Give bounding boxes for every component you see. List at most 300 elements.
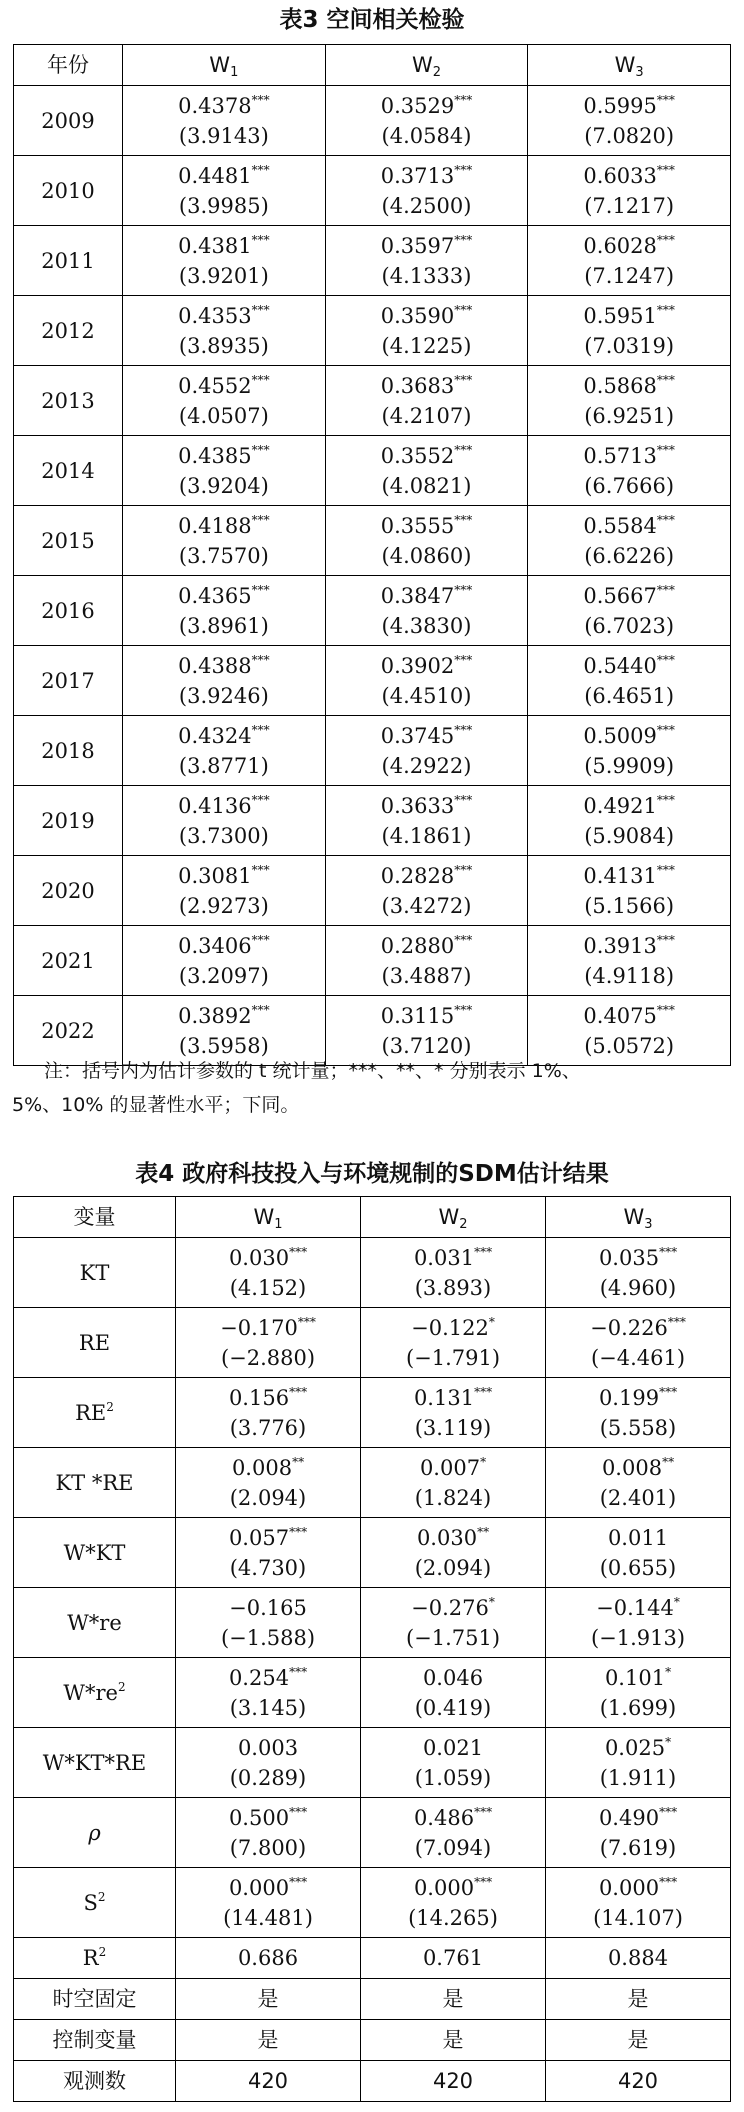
table4-value-cell [361,1518,546,1588]
significance-stars: *** [454,162,473,177]
table4-row [14,1938,731,1979]
coefficient: 0.5667 [583,583,657,608]
t-statistic: (14.481) [223,1905,313,1930]
t-statistic: (5.9909) [584,753,675,778]
table3-value-cell [528,366,731,436]
table3-header-w1 [123,45,326,86]
significance-stars: *** [251,582,270,597]
coefficient: 0.4378 [178,93,252,118]
coefficient: 0.3745 [380,723,455,748]
table3-row [14,296,731,366]
significance-stars: ** [292,1454,305,1469]
coefficient: 0.3406 [178,933,252,958]
coefficient-line [176,1243,360,1273]
table3-value-cell [123,296,326,366]
table4-row [14,1448,731,1518]
coefficient: 0.6028 [583,233,657,258]
table4-row [14,1658,731,1728]
coefficient-line [123,651,325,681]
t-statistic: (3.9143) [178,123,269,148]
significance-stars: *** [656,932,675,947]
table4-value-cell [546,1728,731,1798]
coefficient-line [123,931,325,961]
coefficient: 0.003 [237,1735,299,1760]
t-statistic: (4.1861) [381,823,472,848]
coefficient: 0.008 [601,1455,663,1480]
significance-stars: *** [656,582,675,597]
coefficient: 0.3913 [583,933,657,958]
coefficient-line [546,1663,730,1693]
table3-value-cell [325,576,528,646]
variable-name: KT *RE [55,1470,134,1495]
table3-value-cell [325,856,528,926]
table3-row [14,226,731,296]
significance-stars: *** [251,302,270,317]
coefficient: 0.4188 [178,513,252,538]
coefficient: 0.3555 [380,513,455,538]
coefficient-line [326,441,528,471]
coefficient: 0.021 [422,1735,484,1760]
coefficient: −0.165 [229,1595,307,1620]
coefficient-line [546,1243,730,1273]
significance-stars: *** [454,792,473,807]
significance-stars: *** [251,722,270,737]
table4-header-w3 [546,1197,731,1238]
w-subscript: 3 [635,65,644,80]
t-statistic: (3.7120) [381,1033,472,1058]
t-statistic: (3.119) [414,1415,492,1440]
t-statistic: (−1.751) [405,1625,501,1650]
significance-stars: *** [251,512,270,527]
coefficient-line [123,91,325,121]
significance-stars: *** [659,1804,678,1819]
year-cell: 2019 [14,786,123,856]
t-statistic: (3.9985) [178,193,269,218]
significance-stars: * [488,1594,495,1609]
coefficient: 0.4381 [178,233,252,258]
coefficient: 0.030 [228,1245,290,1270]
coefficient: 0.101 [604,1665,666,1690]
table3-value-cell [528,506,731,576]
coefficient-line [546,1593,730,1623]
t-statistic: (7.0820) [584,123,675,148]
table4-value-cell [361,1658,546,1728]
significance-stars: *** [289,1524,308,1539]
significance-stars: *** [454,652,473,667]
table3-value-cell [325,646,528,716]
table3-value-cell [528,786,731,856]
coefficient-line [528,371,730,401]
coefficient: 0.131 [413,1385,475,1410]
table4-header-variable: 变量 [14,1197,176,1238]
coefficient: 0.3683 [380,373,455,398]
variable-cell [14,1588,176,1658]
t-statistic: (−4.461) [590,1345,686,1370]
table4-value-cell [546,1238,731,1308]
table4-value-cell [361,1308,546,1378]
significance-stars: *** [454,1002,473,1017]
coefficient: −0.226 [590,1315,668,1340]
significance-stars: *** [474,1804,493,1819]
table3-value-cell [528,226,731,296]
w-subscript: 3 [644,1217,653,1232]
t-statistic: (6.9251) [584,403,675,428]
significance-stars: *** [251,932,270,947]
year-cell: 2017 [14,646,123,716]
significance-stars: *** [251,442,270,457]
table4-body [14,1238,731,2102]
coefficient-line [326,231,528,261]
coefficient: 0.008 [231,1455,293,1480]
t-statistic: (14.265) [408,1905,498,1930]
w-letter: W [253,1205,275,1229]
table4-row [14,1798,731,1868]
coefficient: 0.2828 [380,863,455,888]
t-statistic: (7.0319) [584,333,675,358]
t-statistic: (4.2107) [381,403,472,428]
t-statistic: (4.2500) [381,193,472,218]
t-statistic: (3.9201) [178,263,269,288]
coefficient: 0.5713 [583,443,657,468]
table4-row [14,2061,731,2102]
coefficient: 0.3529 [380,93,455,118]
t-statistic: (7.1247) [584,263,675,288]
table3-row [14,646,731,716]
t-statistic: (3.8961) [178,613,269,638]
table4-value-cell: 420 [176,2061,361,2102]
coefficient: 0.5995 [583,93,657,118]
table4-value-cell [176,1378,361,1448]
coefficient-line [361,1663,545,1693]
coefficient-line [546,1733,730,1763]
table4-row [14,1378,731,1448]
variable-cell [14,1658,176,1728]
table3-value-cell [123,436,326,506]
significance-stars: * [665,1664,672,1679]
table4-value-cell [546,1308,731,1378]
table4-header-w2 [361,1197,546,1238]
variable-cell [14,1798,176,1868]
t-statistic: (4.960) [599,1275,677,1300]
coefficient-line [326,931,528,961]
significance-stars: *** [251,232,270,247]
variable-cell [14,1979,176,2020]
significance-stars: *** [454,92,473,107]
table4-value-cell [176,1448,361,1518]
significance-stars: *** [454,302,473,317]
coefficient: 0.500 [228,1805,290,1830]
table4-value-cell [361,1728,546,1798]
year-cell: 2013 [14,366,123,436]
w-subscript: 2 [432,65,441,80]
t-statistic: (4.4510) [381,683,472,708]
coefficient: −0.122 [411,1315,489,1340]
significance-stars: *** [251,652,270,667]
coefficient: 0.3081 [178,863,252,888]
significance-stars: *** [289,1664,308,1679]
table4-value-cell [176,1798,361,1868]
variable-name: 时空固定 [52,1987,137,2011]
table4-header-w1 [176,1197,361,1238]
variable-name: 控制变量 [52,2028,137,2052]
year-cell: 2016 [14,576,123,646]
coefficient: 0.3902 [380,653,455,678]
significance-stars: *** [454,862,473,877]
w-letter: W [438,1205,460,1229]
coefficient-line [361,1383,545,1413]
t-statistic: (4.1333) [381,263,472,288]
t-statistic: (4.0507) [178,403,269,428]
variable-name: S [83,1890,98,1915]
coefficient: 0.3590 [380,303,455,328]
significance-stars: *** [656,1002,675,1017]
variable-cell [14,1868,176,1938]
table4-value-cell [361,1868,546,1938]
table4-sdm-results [13,1196,731,2102]
significance-stars: *** [659,1244,678,1259]
t-statistic: (−2.880) [220,1345,316,1370]
t-statistic: (4.9118) [584,963,675,988]
variable-cell [14,1518,176,1588]
t-statistic: (3.9204) [178,473,269,498]
coefficient-line [528,301,730,331]
coefficient: 0.5868 [583,373,657,398]
t-statistic: (4.3830) [381,613,472,638]
table3-value-cell [123,156,326,226]
table4-value-cell [176,1308,361,1378]
significance-stars: *** [251,1002,270,1017]
significance-stars: *** [297,1314,316,1329]
coefficient-line [123,441,325,471]
coefficient: −0.144 [596,1595,674,1620]
variable-exponent: 2 [98,1945,107,1959]
t-statistic: (2.094) [414,1555,492,1580]
coefficient-line [176,1313,360,1343]
variable-cell [14,1378,176,1448]
variable-name: W*re [63,1680,118,1705]
t-statistic: (3.8771) [178,753,269,778]
table3-value-cell [325,926,528,996]
table3-value-cell [528,646,731,716]
significance-stars: ** [662,1454,675,1469]
table3-value-cell [528,86,731,156]
table4-value-cell: 是 [546,1979,731,2020]
t-statistic: (3.4887) [381,963,472,988]
table3-row [14,786,731,856]
table3-header-w3 [528,45,731,86]
year-cell: 2021 [14,926,123,996]
table3-title: 表3 空间相关检验 [279,7,465,33]
variable-exponent: 2 [97,1889,106,1904]
table4-row [14,1308,731,1378]
coefficient-line [528,91,730,121]
table3-value-cell [123,926,326,996]
variable-name: KT [79,1260,110,1285]
t-statistic: (3.8935) [178,333,269,358]
coefficient: 0.4324 [178,723,252,748]
table3-value-cell [123,856,326,926]
table4-value-cell [176,1728,361,1798]
table3-value-cell [528,436,731,506]
table3-value-cell [528,296,731,366]
table3-row [14,156,731,226]
coefficient-line [528,791,730,821]
coefficient: 0.6033 [583,163,657,188]
variable-name: W*KT*RE [42,1750,147,1775]
significance-stars: * [673,1594,680,1609]
coefficient: 0.4385 [178,443,252,468]
variable-name: ρ [88,1820,101,1845]
coefficient-line [326,91,528,121]
coefficient-line [123,301,325,331]
table4-value-cell [546,1518,731,1588]
table3-body [14,86,731,1066]
coefficient-line [123,1001,325,1031]
t-statistic: (0.655) [599,1555,677,1580]
t-statistic: (3.4272) [381,893,472,918]
significance-stars: *** [656,792,675,807]
coefficient-line [176,1873,360,1903]
coefficient: 0.3597 [380,233,455,258]
table3-value-cell [528,576,731,646]
coefficient-line [361,1873,545,1903]
significance-stars: * [665,1734,672,1749]
variable-cell [14,2020,176,2061]
table3-header-w2 [325,45,528,86]
coefficient: 0.046 [422,1665,484,1690]
significance-stars: *** [454,232,473,247]
coefficient-line [326,861,528,891]
t-statistic: (−1.791) [405,1345,501,1370]
coefficient: 0.156 [228,1385,290,1410]
coefficient-line [176,1523,360,1553]
coefficient-line [326,1001,528,1031]
coefficient-line [123,721,325,751]
table4-value-cell: 0.761 [361,1938,546,1979]
w-subscript: 1 [230,65,239,80]
coefficient-line [546,1523,730,1553]
note-line-1: 注：括号内为估计参数的 t 统计量；***、**、* 分别表示 1%、 [44,1060,581,1082]
table4-value-cell [361,1448,546,1518]
table3-value-cell [528,156,731,226]
table4-value-cell [546,1798,731,1868]
coefficient: 0.5584 [583,513,657,538]
table4-value-cell [176,1518,361,1588]
coefficient: 0.490 [598,1805,660,1830]
table3-value-cell [325,296,528,366]
table3-spatial-correlation [13,44,731,1066]
table4-value-cell: 0.884 [546,1938,731,1979]
significance-stars: *** [656,862,675,877]
table4-value-cell [546,1588,731,1658]
coefficient: 0.486 [413,1805,475,1830]
t-statistic: (4.0860) [381,543,472,568]
coefficient: 0.3713 [380,163,455,188]
significance-stars: *** [474,1384,493,1399]
t-statistic: (6.6226) [584,543,675,568]
coefficient: 0.254 [228,1665,290,1690]
coefficient-line [361,1733,545,1763]
table4-value-cell: 420 [546,2061,731,2102]
coefficient-line [546,1453,730,1483]
significance-stars: *** [474,1874,493,1889]
coefficient-line [326,581,528,611]
coefficient-line [326,371,528,401]
t-statistic: (5.9084) [584,823,675,848]
significance-stars: *** [659,1384,678,1399]
significance-stars: *** [289,1804,308,1819]
significance-stars: *** [454,442,473,457]
variable-name: RE [78,1330,111,1355]
t-statistic: (5.558) [599,1415,677,1440]
table3-row [14,856,731,926]
note-line-2: 5%、10% 的显著性水平；下同。 [12,1094,300,1116]
variable-name: RE [75,1400,107,1425]
t-statistic: (1.059) [414,1765,492,1790]
t-statistic: (3.9246) [178,683,269,708]
table3-row [14,716,731,786]
significance-stars: *** [656,162,675,177]
table3-row [14,506,731,576]
coefficient-line [176,1383,360,1413]
t-statistic: (7.094) [414,1835,492,1860]
coefficient: 0.000 [413,1875,475,1900]
t-statistic: (3.7300) [178,823,269,848]
coefficient-line [326,791,528,821]
significance-stars: * [480,1454,487,1469]
significance-stars: *** [251,92,270,107]
table3-value-cell [325,226,528,296]
table4-value-cell [546,1378,731,1448]
table4-row [14,1979,731,2020]
table4-value-cell [546,1868,731,1938]
table3-header-row [14,45,731,86]
significance-stars: *** [474,1244,493,1259]
variable-exponent: 2 [117,1679,126,1694]
w-letter: W [209,53,231,77]
table3-row [14,576,731,646]
t-statistic: (3.893) [414,1275,492,1300]
coefficient: 0.011 [607,1525,669,1550]
year-cell: 2009 [14,86,123,156]
table3-header-year: 年份 [14,45,123,86]
table3-value-cell [325,716,528,786]
w-subscript: 1 [274,1217,283,1232]
t-statistic: (4.1225) [381,333,472,358]
t-statistic: (2.9273) [178,893,269,918]
coefficient: 0.4131 [583,863,657,888]
coefficient-line [123,581,325,611]
significance-stars: *** [656,232,675,247]
table4-title: 表4 政府科技投入与环境规制的SDM估计结果 [135,1161,609,1187]
significance-stars: *** [656,722,675,737]
coefficient-line [176,1733,360,1763]
table4-header-row [14,1197,731,1238]
significance-stars: *** [454,372,473,387]
table4-value-cell [361,1378,546,1448]
coefficient: 0.4921 [583,793,657,818]
table3-value-cell [123,506,326,576]
variable-name: 观测数 [63,2069,126,2093]
table4-value-cell [361,1588,546,1658]
significance-stars: *** [656,302,675,317]
year-cell: 2010 [14,156,123,226]
significance-stars: *** [454,722,473,737]
coefficient-line [361,1313,545,1343]
table4-value-cell [176,1238,361,1308]
significance-stars: *** [251,372,270,387]
significance-stars: *** [656,512,675,527]
